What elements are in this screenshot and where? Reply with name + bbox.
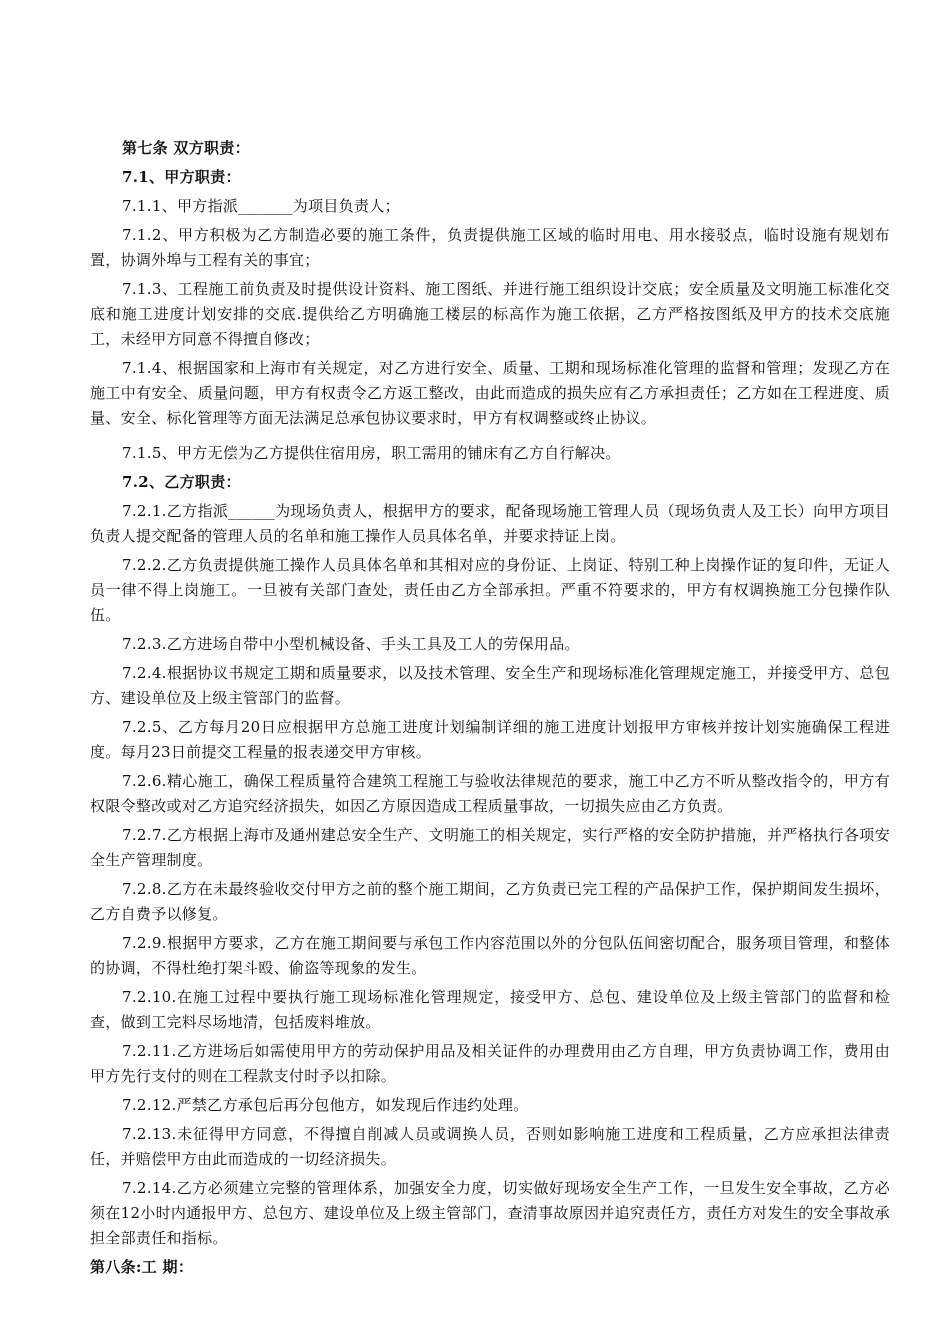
clause-7-2-9: 7.2.9.根据甲方要求，乙方在施工期间要与承包工作内容范围以外的分包队伍间密切配合，服务项目管理，和整体的协调，不得杜绝打架斗殴、偷盗等现象的发生。 [90, 934, 890, 977]
clause-7-2-5: 7.2.5、乙方每月20日应根据甲方总施工进度计划编制详细的施工进度计划报甲方审核并按计划实施确保工程进度。每月23日前提交工程量的报表递交甲方审核。 [90, 718, 890, 761]
section-7-2-title: 7.2、乙方职责： [122, 473, 241, 491]
clause-7-1-1: 7.1.1、甲方指派_______为项目负责人； [122, 197, 400, 215]
document-page [90, 136, 890, 1284]
clause-7-2-6: 7.2.6.精心施工，确保工程质量符合建筑工程施工与验收法律规范的要求，施工中乙方不听从整改指令的，甲方有权限令整改或对乙方追究经济损失，如因乙方原因造成工程质量事故，一切损失应由乙方负责。 [90, 772, 890, 815]
clause-7-2-10: 7.2.10.在施工过程中要执行施工现场标准化管理规定，接受甲方、总包、建设单位及上级主管部门的监督和检查，做到工完料尽场地清，包括废料堆放。 [90, 988, 890, 1031]
clause-7-1-3: 7.1.3、工程施工前负责及时提供设计资料、施工图纸、并进行施工组织设计交底；安全质量及文明施工标准化交底和施工进度计划安排的交底.提供给乙方明确施工楼层的标高作为施工依据，乙方严格按图纸及甲方的技术交底施工，未经甲方同意不得擅自修改； [90, 280, 890, 348]
clause-7-2-4: 7.2.4.根据协议书规定工期和质量要求，以及技术管理、安全生产和现场标准化管理规定施工，并接受甲方、总包方、建设单位及上级主管部门的监督。 [90, 664, 890, 707]
clause-7-2-8: 7.2.8.乙方在未最终验收交付甲方之前的整个施工期间，乙方负责已完工程的产品保护工作，保护期间发生损坏，乙方自费予以修复。 [90, 880, 890, 923]
clause-7-1-5: 7.1.5、甲方无偿为乙方提供住宿用房，职工需用的铺床有乙方自行解决。 [122, 444, 621, 462]
clause-7-1-2: 7.1.2、甲方积极为乙方制造必要的施工条件，负责提供施工区域的临时用电、用水接驳点，临时设施有规划布置，协调外埠与工程有关的事宜； [90, 226, 890, 269]
section-7-1-title: 7.1、甲方职责： [122, 168, 241, 186]
clause-7-2-12: 7.2.12.严禁乙方承包后再分包他方，如发现后作违约处理。 [122, 1096, 529, 1114]
clause-7-1-4: 7.1.4、根据国家和上海市有关规定，对乙方进行安全、质量、工期和现场标准化管理的监督和管理；发现乙方在施工中有安全、质量问题，甲方有权责令乙方返工整改，由此而造成的损失应有乙方承担责任；乙方如在工程进度、质量、安全、标化管理等方面无法满足总承包协议要求时，甲方有权调整或终止协议。 [90, 359, 890, 427]
article-7-title: 第七条 双方职责： [122, 139, 250, 157]
clause-7-2-13: 7.2.13.未征得甲方同意，不得擅自削减人员或调换人员，否则如影响施工进度和工程质量，乙方应承担法律责任，并赔偿甲方由此而造成的一切经济损失。 [90, 1125, 890, 1168]
clause-7-2-14: 7.2.14.乙方必须建立完整的管理体系，加强安全力度，切实做好现场安全生产工作，一旦发生安全事故，乙方必须在12小时内通报甲方、总包方、建设单位及上级主管部门，查清事故原因并追究责任方，责任方对发生的安全事故承担全部责任和指标。 [90, 1179, 890, 1247]
clause-7-2-7: 7.2.7.乙方根据上海市及通州建总安全生产、文明施工的相关规定，实行严格的安全防护措施，并严格执行各项安全生产管理制度。 [90, 826, 890, 869]
clause-7-2-11: 7.2.11.乙方进场后如需使用甲方的劳动保护用品及相关证件的办理费用由乙方自理，甲方负责协调工作，费用由甲方先行支付的则在工程款支付时予以扣除。 [90, 1042, 890, 1085]
article-8-title: 第八条:工 期： [90, 1258, 194, 1276]
clause-7-2-1: 7.2.1.乙方指派______为现场负责人，根据甲方的要求，配备现场施工管理人员（现场负责人及工长）向甲方项目负责人提交配备的管理人员的名单和施工操作人员具体名单，并要求持证上岗。 [90, 502, 890, 545]
clause-7-2-2: 7.2.2.乙方负责提供施工操作人员具体名单和其相对应的身份证、上岗证、特别工种上岗操作证的复印件，无证人员一律不得上岗施工。一旦被有关部门查处，责任由乙方全部承担。严重不符要求的，甲方有权调换施工分包操作队伍。 [90, 556, 890, 624]
clause-7-2-3: 7.2.3.乙方进场自带中小型机械设备、手头工具及工人的劳保用品。 [122, 635, 580, 653]
